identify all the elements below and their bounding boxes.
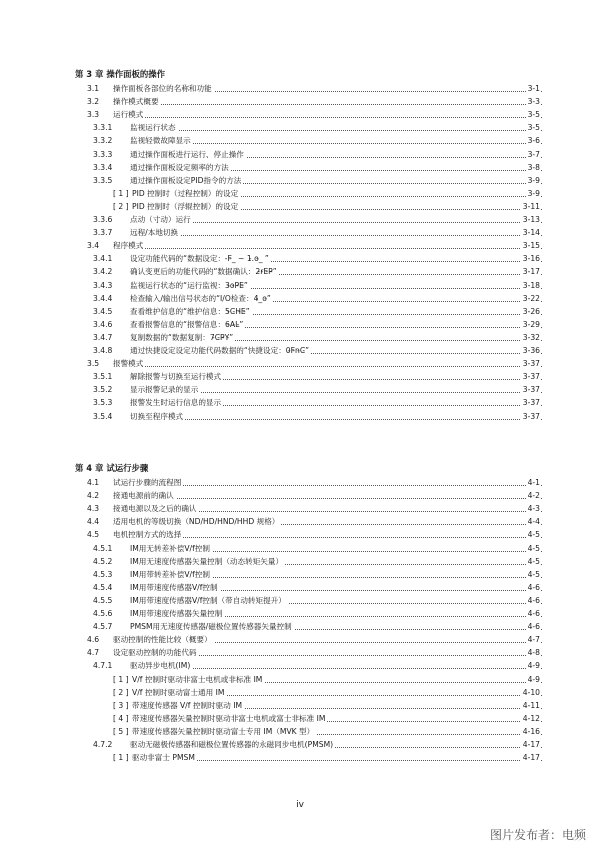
toc-entry-title: 通过操作面板设定频率的方法: [130, 162, 542, 174]
toc-entry-number: 3.4.8: [93, 346, 113, 355]
toc-entry[interactable]: [0, 83, 600, 95]
toc-entry-number: 4.1: [87, 478, 100, 487]
toc-entry-page: 3-15: [522, 241, 540, 251]
toc-entry-number: 4.5.5: [93, 595, 113, 605]
toc-entry-number: 3.2: [87, 97, 100, 107]
toc-entry[interactable]: [0, 411, 600, 423]
toc-entry[interactable]: [0, 543, 600, 555]
toc-entry-number: 3.5: [87, 359, 100, 369]
toc-entry-title: IM用无转差补偿V/f控制: [130, 543, 542, 555]
toc-entry-number: 3.4.7: [93, 332, 113, 342]
toc-entry-number: 4.7: [87, 648, 100, 658]
chapter-heading: 第 4 章 试运行步骤: [75, 463, 149, 473]
toc-entry-number: 3.4.1: [93, 254, 113, 264]
toc-entry[interactable]: [0, 188, 600, 200]
toc-entry-title: 适用电机的等级切换（ND/HD/HND/HHD 规格）: [113, 516, 542, 528]
toc-entry-title: 切换至程序模式: [130, 411, 542, 423]
toc-entry-number: 3.3.3: [93, 149, 113, 159]
toc-entry-page: 3-36: [522, 346, 540, 355]
toc-entry-page: 4-11: [522, 700, 540, 710]
toc-entry[interactable]: [0, 700, 600, 712]
toc-entry[interactable]: [0, 266, 600, 278]
toc-entry-title: 监视运行状态的“运行监视：3̵o̵P̵E̵”: [130, 280, 542, 292]
toc-entry-page: 3-37: [522, 398, 540, 408]
toc-entry[interactable]: [0, 647, 600, 659]
toc-entry-title: IM用带速度传感器V/f控制: [130, 582, 542, 594]
toc-entry[interactable]: [0, 556, 600, 568]
toc-entry-page: 4-16: [522, 726, 540, 736]
toc-entry-page: 3-29: [522, 319, 540, 329]
watermark: 图片发布者：电频: [489, 828, 586, 842]
toc-entry-page: 3-14: [522, 228, 540, 238]
toc-entry-title: 带速度传感器矢量控制时驱动富士专用 IM（MVK 型）: [132, 726, 542, 738]
toc-entry-page: 3-7: [527, 149, 540, 159]
toc-entry-title: 查看维护信息的“维护信息：5̵C̵H̵E̵”: [130, 306, 542, 318]
toc-entry-number: 4.7.1: [93, 661, 113, 671]
toc-entry[interactable]: [0, 529, 600, 541]
toc-entry-page: 4-5: [527, 569, 540, 579]
toc-entry[interactable]: [0, 384, 600, 396]
toc-entry-page: 3-1: [527, 84, 540, 93]
toc-entry-title: 电机控制方式的选择: [113, 529, 542, 541]
toc-entry-title: IM用无速度传感器矢量控制（动态转矩矢量）: [130, 556, 542, 568]
toc-entry-page: 3-8: [527, 162, 540, 172]
toc-entry-title: 操作面板各部位的名称和功能: [113, 83, 542, 95]
toc-entry-page: 4-5: [527, 556, 540, 566]
toc-entry[interactable]: [0, 397, 600, 409]
toc-entry-page: 4-9: [527, 674, 540, 684]
toc-entry-title: 复制数据的“数据复制：7̵C̵P̵Y̵”: [130, 332, 542, 344]
toc-entry-number: 3.5.1: [93, 372, 113, 382]
toc-entry-number: [ 1 ]: [113, 753, 129, 763]
toc-entry-title: 驱动异步电机(IM): [130, 660, 542, 672]
toc-entry-page: 4-6: [527, 609, 540, 618]
toc-entry-number: [ 2 ]: [113, 201, 129, 211]
toc-entry[interactable]: [0, 490, 600, 502]
toc-entry-number: 3.5.4: [93, 411, 113, 421]
toc-entry-number: 3.3.4: [93, 162, 113, 172]
toc-entry[interactable]: [0, 739, 600, 751]
toc-entry-title: 点动（寸动）运行: [130, 214, 542, 226]
toc-entry-number: 3.5.3: [93, 398, 113, 408]
toc-entry-page: 3-5: [527, 110, 540, 120]
toc-entry-title: 监视运行状态: [130, 122, 542, 134]
toc-entry-title: 接通电源前的确认: [113, 490, 542, 502]
toc-entry-page: 4-6: [527, 622, 540, 632]
toc-entry-number: 4.5.3: [93, 569, 113, 579]
toc-entry-page: 4-8: [527, 648, 540, 658]
toc-entry-title: V/f 控制时驱动非富士电机或非标准 IM: [132, 674, 542, 686]
toc-entry-page: 3-18: [522, 280, 540, 290]
toc-entry-page: 3-11: [522, 201, 540, 211]
toc-entry-title: 报警发生时运行信息的显示: [130, 397, 542, 409]
toc-entry-page: 4-4: [527, 517, 540, 527]
toc-entry[interactable]: [0, 752, 600, 764]
toc-entry-number: [ 3 ]: [113, 700, 129, 710]
toc-entry-page: 4-6: [527, 582, 540, 592]
chapter-heading: 第 3 章 操作面板的操作: [75, 69, 165, 79]
toc-entry[interactable]: [0, 371, 600, 383]
toc-entry-number: 3.4.4: [93, 293, 113, 303]
toc-entry-title: 驱动非富士 PMSM: [132, 752, 542, 764]
toc-entry[interactable]: [0, 516, 600, 528]
toc-entry-number: 4.2: [87, 491, 100, 501]
toc-entry-number: [ 4 ]: [113, 713, 129, 723]
toc-entry-title: 操作模式概要: [113, 96, 542, 108]
toc-entry-number: 3.1: [87, 84, 100, 93]
toc-entry-number: [ 1 ]: [113, 188, 129, 198]
toc-entry[interactable]: [0, 687, 600, 699]
toc-entry-page: 3-37: [522, 359, 540, 369]
toc-entry-number: 3.3.7: [93, 228, 113, 238]
toc-entry[interactable]: [0, 109, 600, 121]
toc-entry[interactable]: [0, 293, 600, 305]
toc-entry-page: 4-5: [527, 530, 540, 540]
toc-entry-number: 3.4.2: [93, 267, 113, 277]
toc-entry-title: 驱动无磁极传感器和磁极位置传感器的永磁同步电机(PMSM): [130, 739, 542, 751]
toc-entry-title: 设定驱动控制的功能代码: [113, 647, 542, 659]
toc-entry-title: 程序模式: [113, 240, 542, 252]
toc-entry[interactable]: [0, 477, 600, 489]
toc-entry-page: 4-7: [527, 635, 540, 645]
toc-entry-page: 3-32: [522, 332, 540, 342]
toc-entry[interactable]: [0, 227, 600, 239]
toc-entry[interactable]: [0, 660, 600, 672]
toc-entry-title: IM用带速度传感器V/f控制（带自动转矩提升）: [130, 595, 542, 607]
toc-entry-number: 3.5.2: [93, 385, 113, 395]
toc-entry[interactable]: [0, 345, 600, 357]
toc-entry[interactable]: [0, 240, 600, 252]
toc-entry-page: 3-5: [527, 123, 540, 133]
toc-entry-title: 显示报警记录的显示: [130, 384, 542, 396]
toc-entry-title: 运行模式: [113, 109, 542, 121]
toc-entry-title: 驱动控制的性能比较（概要）: [113, 634, 542, 646]
toc-entry-title: 带速度传感器矢量控制时驱动非富士电机或富士非标准 IM: [132, 713, 542, 725]
toc-entry[interactable]: [0, 674, 600, 686]
toc-entry-title: 接通电源以及之后的确认: [113, 503, 542, 515]
toc-entry-number: 3.3: [87, 110, 100, 120]
toc-entry-page: 4-3: [527, 504, 540, 514]
toc-entry-title: PMSM用无速度传感器/磁极位置传感器矢量控制: [130, 621, 542, 633]
toc-entry[interactable]: [0, 306, 600, 318]
toc-entry-title: 确认变更后的功能代码的“数据确认：2̵r̵E̵P̵”: [130, 266, 542, 278]
toc-entry-number: 4.5: [87, 530, 100, 540]
toc-entry-page: 4-5: [527, 543, 540, 553]
toc-entry-number: 3.4.5: [93, 306, 113, 316]
toc-entry-number: 4.3: [87, 504, 100, 514]
toc-entry-title: 检查输入/输出信号状态的“I/O检查：4̵_o̵”: [130, 293, 542, 305]
toc-entry-title: 远程/本地切换: [130, 227, 542, 239]
toc-entry-title: PID 控制时（浮辊控制）的设定: [132, 201, 542, 213]
toc-entry-number: 3.3.2: [93, 136, 113, 146]
toc-entry-page: 3-22: [522, 293, 540, 303]
toc-entry-title: IM用带转差补偿V/f控制: [130, 569, 542, 581]
toc-entry-page: 4-17: [522, 740, 540, 749]
toc-entry[interactable]: [0, 135, 600, 147]
page-number: iv: [296, 800, 304, 810]
toc-entry[interactable]: [0, 634, 600, 646]
toc-entry[interactable]: [0, 280, 600, 292]
toc-entry-page: 4-2: [527, 491, 540, 501]
toc-entry[interactable]: [0, 713, 600, 725]
toc-entry-number: 3.3.6: [93, 215, 113, 224]
toc-entry-title: PID 控制时（过程控制）的设定: [132, 188, 542, 200]
toc-entry-number: [ 5 ]: [113, 726, 129, 736]
toc-entry-title: 通过操作面板设定PID指令的方法: [130, 175, 542, 187]
toc-entry-title: 带速度传感器 V/f 控制时驱动 IM: [132, 700, 542, 712]
toc-entry-title: 监视轻微故障显示: [130, 135, 542, 147]
toc-entry-number: 4.5.6: [93, 609, 113, 618]
toc-entry-page: 4-10: [522, 687, 540, 697]
toc-entry-page: 3-37: [522, 385, 540, 395]
toc-entry-page: 3-26: [522, 306, 540, 316]
toc-entry-number: 3.4.3: [93, 280, 113, 290]
toc-entry[interactable]: [0, 162, 600, 174]
toc-entry-page: 4-9: [527, 661, 540, 671]
toc-entry-page: 3-37: [522, 411, 540, 421]
toc-entry-page: 3-6: [527, 136, 540, 146]
toc-entry-number: 4.5.2: [93, 556, 113, 566]
toc-entry-number: 4.5.4: [93, 582, 113, 592]
toc-entry-number: [ 2 ]: [113, 687, 129, 697]
toc-entry[interactable]: [0, 253, 600, 265]
toc-entry-title: 报警模式: [113, 358, 542, 370]
toc-entry-title: 试运行步骤的流程图: [113, 477, 542, 489]
toc-entry-page: 3-16: [522, 254, 540, 264]
toc-entry-page: 3-9: [527, 188, 540, 198]
toc-entry[interactable]: [0, 608, 600, 620]
toc-entry[interactable]: [0, 503, 600, 515]
toc-entry-title: 设定功能代码的“数据设定： ̵F̵_ ~ 1̵.o̵_ ”: [130, 253, 542, 265]
toc-entry[interactable]: [0, 569, 600, 581]
toc-entry[interactable]: [0, 96, 600, 108]
toc-entry[interactable]: [0, 726, 600, 738]
toc-entry-page: 3-9: [527, 175, 540, 185]
toc-entry-number: 3.3.5: [93, 175, 113, 185]
toc-entry[interactable]: [0, 214, 600, 226]
toc-entry-number: 3.3.1: [93, 123, 113, 133]
toc-entry-number: 4.5.1: [93, 543, 113, 553]
toc-entry[interactable]: [0, 149, 600, 161]
toc-entry-number: 4.7.2: [93, 740, 113, 749]
toc-entry-title: 解除报警与切换至运行模式: [130, 371, 542, 383]
toc-entry[interactable]: [0, 122, 600, 134]
toc-entry-title: V/f 控制时驱动富士通用 IM: [132, 687, 542, 699]
toc-entry[interactable]: [0, 595, 600, 607]
toc-entry-number: 3.4: [87, 241, 100, 251]
toc-entry-page: 4-17: [522, 753, 540, 763]
toc-entry-page: 4-6: [527, 595, 540, 605]
toc-entry-number: [ 1 ]: [113, 674, 129, 684]
toc-entry[interactable]: [0, 175, 600, 187]
toc-entry[interactable]: [0, 319, 600, 331]
toc-entry-number: 4.6: [87, 635, 100, 645]
toc-entry[interactable]: [0, 358, 600, 370]
toc-entry-title: 查看报警信息的“报警信息：6̵A̵L̵”: [130, 319, 542, 331]
toc-entry-page: 3-13: [522, 215, 540, 224]
toc-entry[interactable]: [0, 201, 600, 213]
toc-entry-page: 4-1: [527, 478, 540, 487]
toc-entry-page: 4-12: [522, 713, 540, 723]
toc-entry-number: 4.5.7: [93, 622, 113, 632]
toc-entry-number: 4.4: [87, 517, 100, 527]
toc-entry[interactable]: [0, 332, 600, 344]
toc-entry-title: 通过快捷设定设定功能代码数据的“快捷设定：0̵F̵n̵C̵”: [130, 345, 542, 357]
toc-entry-page: 3-37: [522, 372, 540, 382]
toc-entry-title: 通过操作面板进行运行、停止操作: [130, 149, 542, 161]
toc-entry-title: IM用带速度传感器矢量控制: [130, 608, 542, 620]
toc-entry[interactable]: [0, 621, 600, 633]
toc-entry-number: 3.4.6: [93, 319, 113, 329]
toc-entry-page: 3-3: [527, 97, 540, 107]
toc-entry[interactable]: [0, 582, 600, 594]
toc-entry-page: 3-17: [522, 267, 540, 277]
